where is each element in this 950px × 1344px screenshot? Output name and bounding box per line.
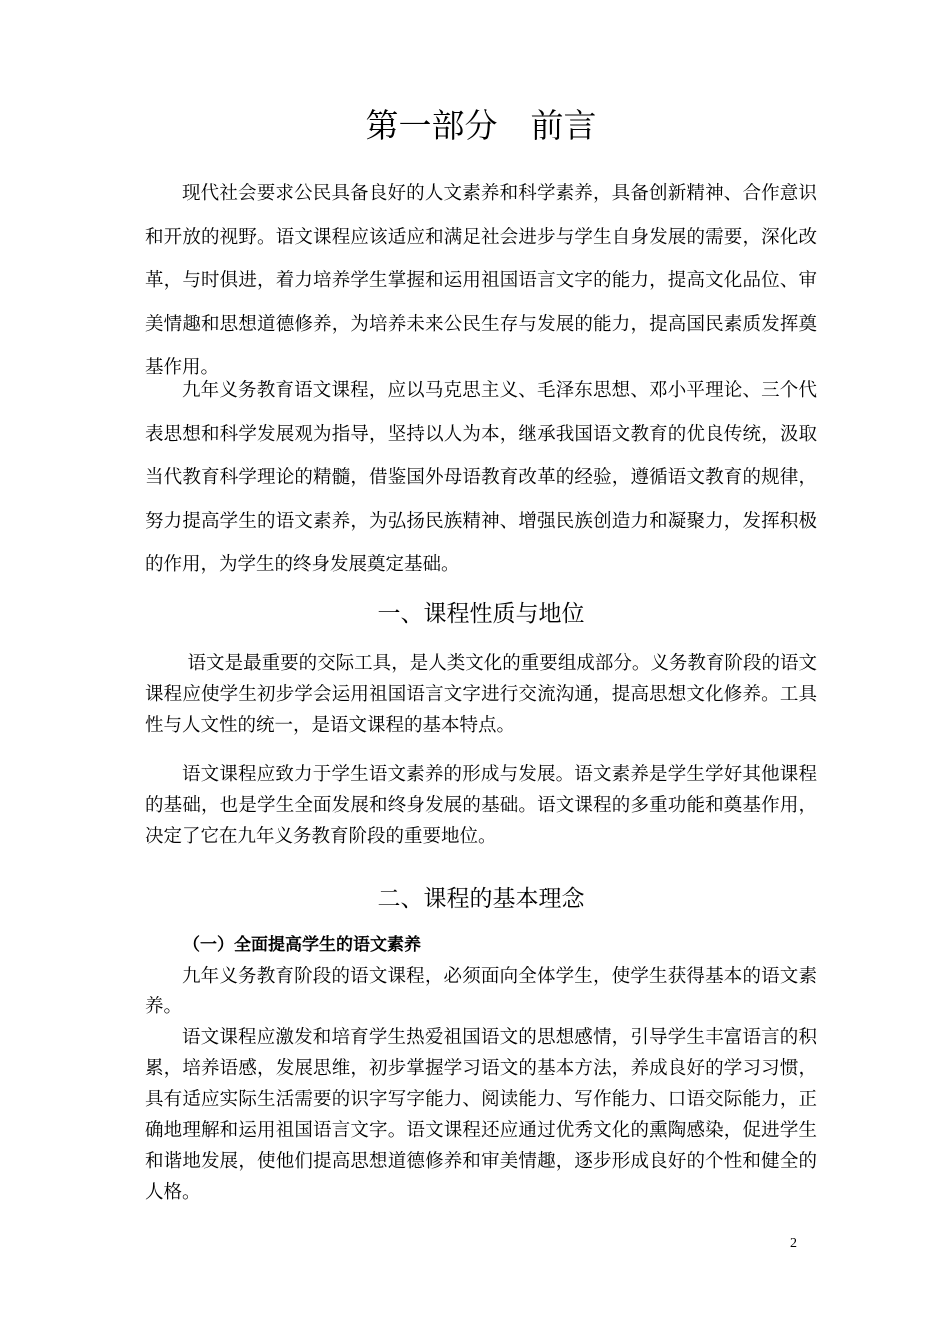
section2-paragraph-1: 九年义务教育阶段的语文课程，必须面向全体学生，使学生获得基本的语文素养。 (145, 966, 817, 1017)
page-title: 第一部分 前言 (365, 106, 597, 145)
section2-paragraph-2: 语文课程应激发和培育学生热爱祖国语文的思想感情，引导学生丰富语言的积累，培养语感，发展思维，初步掌握学习语文的基本方法，养成良好的学习习惯，具有适应实际生活需要的识字写字能力、阅读能力、写作能力、口语交际能力，正确地理解和运用祖国语言文字。语文课程还应通过优秀文化的熏陶感染，促进学生和谐地发展，使他们提高思想道德修养和审美情趣，逐步形成良好的个性和健全的人格。 (145, 1027, 817, 1203)
intro-paragraph-2: 九年义务教育语文课程，应以马克思主义、毛泽东思想、邓小平理论、三个代表思想和科学发展观为指导，坚持以人为本，继承我国语文教育的优良传统，汲取当代教育科学理论的精髓，借鉴国外母语教育改革的经验，遵循语文教育的规律，努力提高学生的语文素养，为弘扬民族精神、增强民族创造力和凝聚力，发挥积极的作用，为学生的终身发展奠定基础。 (145, 380, 817, 575)
subsection-heading: （一）全面提高学生的语文素养 (183, 935, 421, 955)
page-number: 2 (790, 1236, 797, 1251)
section1-paragraph-1: 语文是最重要的交际工具，是人类文化的重要组成部分。义务教育阶段的语文课程应使学生初步学会运用祖国语言文字进行交流沟通，提高思想文化修养。工具性与人文性的统一，是语文课程的基本特点。 (145, 653, 817, 736)
document-page (145, 0, 817, 1344)
section1-paragraph-2: 语文课程应致力于学生语文素养的形成与发展。语文素养是学生学好其他课程的基础，也是学生全面发展和终身发展的基础。语文课程的多重功能和奠基作用，决定了它在九年义务教育阶段的重要地位。 (145, 764, 817, 847)
section-heading-concepts: 二、课程的基本理念 (377, 886, 585, 912)
section-heading-nature: 一、课程性质与地位 (377, 601, 585, 627)
intro-paragraph-1: 现代社会要求公民具备良好的人文素养和科学素养，具备创新精神、合作意识和开放的视野。语文课程应该适应和满足社会进步与学生自身发展的需要，深化改革，与时俱进，着力培养学生掌握和运用祖国语言文字的能力，提高文化品位、审美情趣和思想道德修养，为培养未来公民生存与发展的能力，提高国民素质发挥奠基作用。 (145, 183, 817, 378)
